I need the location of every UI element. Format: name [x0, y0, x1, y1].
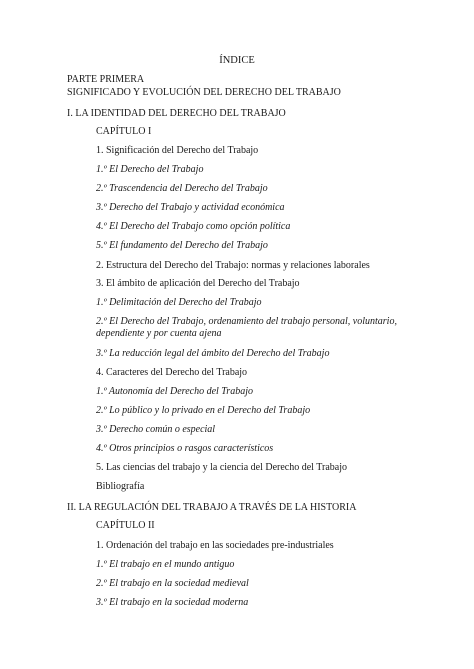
- toc-subentry: 2.º El Derecho del Trabajo, ordenamiento del trabajo personal, voluntario, dependiente y por cuenta ajena: [96, 316, 397, 339]
- toc-entry: 5. Las ciencias del trabajo y la ciencia del Derecho del Trabajo: [96, 462, 348, 473]
- toc-subentry: 2.º El trabajo en la sociedad medieval: [96, 578, 249, 589]
- toc-subentry: 3.º La reducción legal del ámbito del Derecho del Trabajo: [96, 348, 330, 359]
- section-heading: I. LA IDENTIDAD DEL DERECHO DEL TRABAJO: [67, 108, 286, 119]
- toc-subentry: 1.º El Derecho del Trabajo: [96, 164, 204, 175]
- toc-subentry: 1.º El trabajo en el mundo antiguo: [96, 559, 235, 570]
- toc-subentry: 5.º El fundamento del Derecho del Trabajo: [96, 240, 268, 251]
- toc-subentry: 2.º Lo público y lo privado en el Derecho del Trabajo: [96, 405, 311, 416]
- toc-entry: 1. Ordenación del trabajo en las sociedades pre-industriales: [96, 540, 334, 551]
- toc-subentry: 3.º El trabajo en la sociedad moderna: [96, 597, 249, 608]
- toc-entry: 2. Estructura del Derecho del Trabajo: normas y relaciones laborales: [96, 260, 370, 271]
- toc-subentry: 1.º Delimitación del Derecho del Trabajo: [96, 297, 262, 308]
- chapter-heading: CAPÍTULO II: [96, 520, 155, 531]
- toc-subentry: 4.º Otros principios o rasgos característicos: [96, 443, 274, 454]
- part-subtitle: SIGNIFICADO Y EVOLUCIÓN DEL DERECHO DEL TRABAJO: [67, 87, 341, 98]
- toc-subentry: 1.º Autonomía del Derecho del Trabajo: [96, 386, 253, 397]
- bibliography-entry: Bibliografía: [96, 481, 145, 492]
- chapter-heading: CAPÍTULO I: [96, 126, 152, 137]
- toc-entry: 1. Significación del Derecho del Trabajo: [96, 145, 259, 156]
- toc-subentry: 2.º Trascendencia del Derecho del Trabajo: [96, 183, 268, 194]
- toc-subentry: 3.º Derecho común o especial: [96, 424, 216, 435]
- toc-subentry: 3.º Derecho del Trabajo y actividad económica: [96, 202, 285, 213]
- toc-entry: 3. El ámbito de aplicación del Derecho del Trabajo: [96, 278, 300, 289]
- toc-subentry: 4.º El Derecho del Trabajo como opción política: [96, 221, 291, 232]
- section-heading: II. LA REGULACIÓN DEL TRABAJO A TRAVÉS DE LA HISTORIA: [67, 502, 357, 513]
- part-label: PARTE PRIMERA: [67, 74, 145, 85]
- toc-entry: 4. Caracteres del Derecho del Trabajo: [96, 367, 248, 378]
- page-title: ÍNDICE: [219, 55, 255, 66]
